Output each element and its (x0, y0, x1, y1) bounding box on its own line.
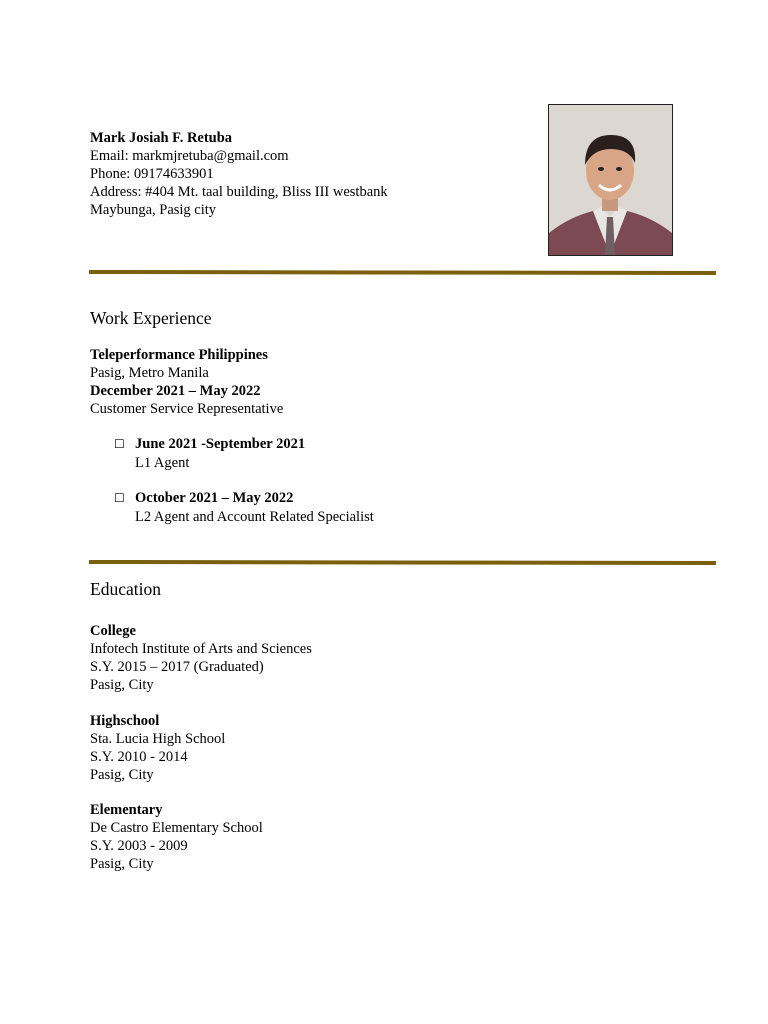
education-entry-college (90, 622, 312, 694)
profile-photo (548, 104, 673, 256)
profile-photo-illustration (549, 105, 672, 255)
employment-dates: December 2021 – May 2022 (90, 383, 261, 399)
checkbox-bullet-icon: ☐ (114, 437, 125, 451)
position-role: L1 Agent (135, 455, 190, 471)
school-years: S.Y. 2015 – 2017 (Graduated) (90, 659, 264, 675)
address-line-2: Maybunga, Pasig city (90, 202, 217, 218)
school-name: De Castro Elementary School (90, 820, 263, 836)
section-divider (89, 270, 716, 275)
education-level: College (90, 623, 136, 639)
school-location: Pasig, City (90, 856, 154, 872)
school-years: S.Y. 2003 - 2009 (90, 838, 188, 854)
work-experience-heading: Work Experience (90, 308, 212, 328)
position-dates: October 2021 – May 2022 (135, 490, 294, 506)
company-location: Pasig, Metro Manila (90, 365, 209, 381)
work-experience-section (90, 346, 283, 418)
company-name: Teleperformance Philippines (90, 347, 268, 363)
education-entry-elementary (90, 801, 263, 873)
contact-header (90, 129, 388, 219)
section-divider (89, 560, 716, 565)
email: Email: markmjretuba@gmail.com (90, 148, 289, 164)
position-dates: June 2021 -September 2021 (135, 436, 306, 452)
address-line-1: Address: #404 Mt. taal building, Bliss III westbank (90, 184, 388, 200)
education-heading: Education (90, 579, 161, 599)
full-name: Mark Josiah F. Retuba (90, 130, 233, 146)
school-name: Infotech Institute of Arts and Sciences (90, 641, 312, 657)
education-level: Highschool (90, 713, 160, 729)
school-years: S.Y. 2010 - 2014 (90, 749, 188, 765)
position-role: L2 Agent and Account Related Specialist (135, 509, 374, 525)
school-location: Pasig, City (90, 767, 154, 783)
school-location: Pasig, City (90, 677, 154, 693)
checkbox-bullet-icon: ☐ (114, 491, 125, 505)
school-name: Sta. Lucia High School (90, 731, 226, 747)
education-entry-highschool (90, 712, 225, 784)
education-level: Elementary (90, 802, 163, 818)
job-role: Customer Service Representative (90, 401, 284, 417)
phone: Phone: 09174633901 (90, 166, 214, 182)
